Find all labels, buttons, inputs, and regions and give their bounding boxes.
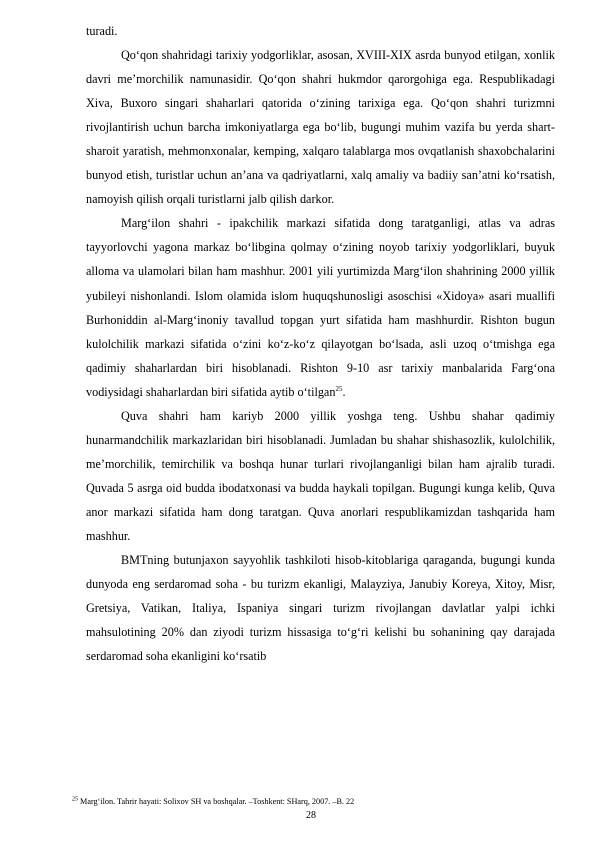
footnote-reference: 25 [335,384,343,393]
paragraph-end-punctuation: . [342,384,346,399]
paragraph-text: Qo‘qon shahridagi tarixiy yodgorliklar, asosan, XVIII-XIX asrda bunyod etilgan, xonlik davri me’morchilik namunasidir. Qo‘qon shahri hukmdor qarorgohiga ega. Respublikadagi Xiva, Buxoro singari shaharlari qatorida o‘zining tarixiga ega. Qo‘qon shahri turizmni rivojlantirish uchun barcha imkoniyatlarga ega bo‘lib, bugungi muhim vazifa bu yerda shart-sharoit yaratish, mehmonxonalar, kemping, xalqaro talablarga mos ovqatlanish shaxobchalarini bunyod etish, turistlar uchun an’ana va qadriyatlarni, xalq amaliy va badiiy san’atni ko‘rsatish, namoyish qilish orqali turistlarni jalb qilish darkor. [86,48,555,207]
paragraph-margilon [86,211,555,403]
body-text [86,19,555,668]
footnote-marker: 25 [72,796,78,803]
footnote [72,797,552,807]
page-number: 28 [306,810,316,821]
paragraph-quva [86,404,555,548]
paragraph-bmt [86,548,555,668]
paragraph-qoqon [86,43,555,211]
paragraph-continuation [86,19,555,43]
paragraph-text: turadi. [86,24,118,38]
paragraph-text: Marg‘ilon shahri - ipakchilik markazi sifatida dong taratganligi, atlas va adras tayyorlovchi yagona markaz bo‘libgina qolmay o‘zining noyob tarixiy yodgorliklari, buyuk alloma va ulamolari bilan ham mashhur. 2001 yili yurtimizda Marg‘ilon shahrining 2000 yillik yubileyi nishonlandi. Islom olamida islom huquqshunosligi asoschisi «Xidoya» asari muallifi Burhoniddin al-Marg‘inoniy tavallud topgan yurt sifatida ham mashhurdir. Rishton bugun kulolchilik markazi sifatida o‘zini ko‘z-ko‘z qilayotgan bo‘lsada, asli uzoq o‘tmishga ega qadimiy shaharlardan biri hisoblanadi. Rishton 9-10 asr tarixiy manbalarida Farg‘ona vodiysidagi shaharlardan biri sifatida aytib o‘tilgan [86,216,555,399]
paragraph-text: BMTning butunjaxon sayyohlik tashkiloti hisob-kitoblariga qaraganda, bugungi kunda dunyoda eng serdaromad soha - bu turizm ekanligi, Malayziya, Janubiy Koreya, Xitoy, Misr, Gretsiya, Vatikan, Italiya, Ispaniya singari turizm rivojlangan davlatlar yalpi ichki mahsulotining 20% dan ziyodi turizm hissasiga to‘g‘ri kelishi bu sohanining qay darajada serdaromad soha ekanligini ko‘rsatib [86,553,555,664]
footnote-text: Marg‘ilon. Tahrir hayati: Solixov SH va boshqalar. –Toshkent: SHarq, 2007. –B. 22 [80,797,355,806]
paragraph-text: Quva shahri ham kariyb 2000 yillik yoshga teng. Ushbu shahar qadimiy hunarmandchilik markazlaridan biri hisoblanadi. Jumladan bu shahar shishasozlik, kulolchilik, me’morchilik, temirchilik va boshqa hunar turlari rivojlanganligi bilan ham ajralib turadi. Quvada 5 asrga oid budda ibodatxonasi va budda haykali topilgan. Bugungi kunga kelib, Quva anor markazi sifatida ham dong taratgan. Quva anorlari respublikamizdan tashqarida ham mashhur. [86,408,555,543]
